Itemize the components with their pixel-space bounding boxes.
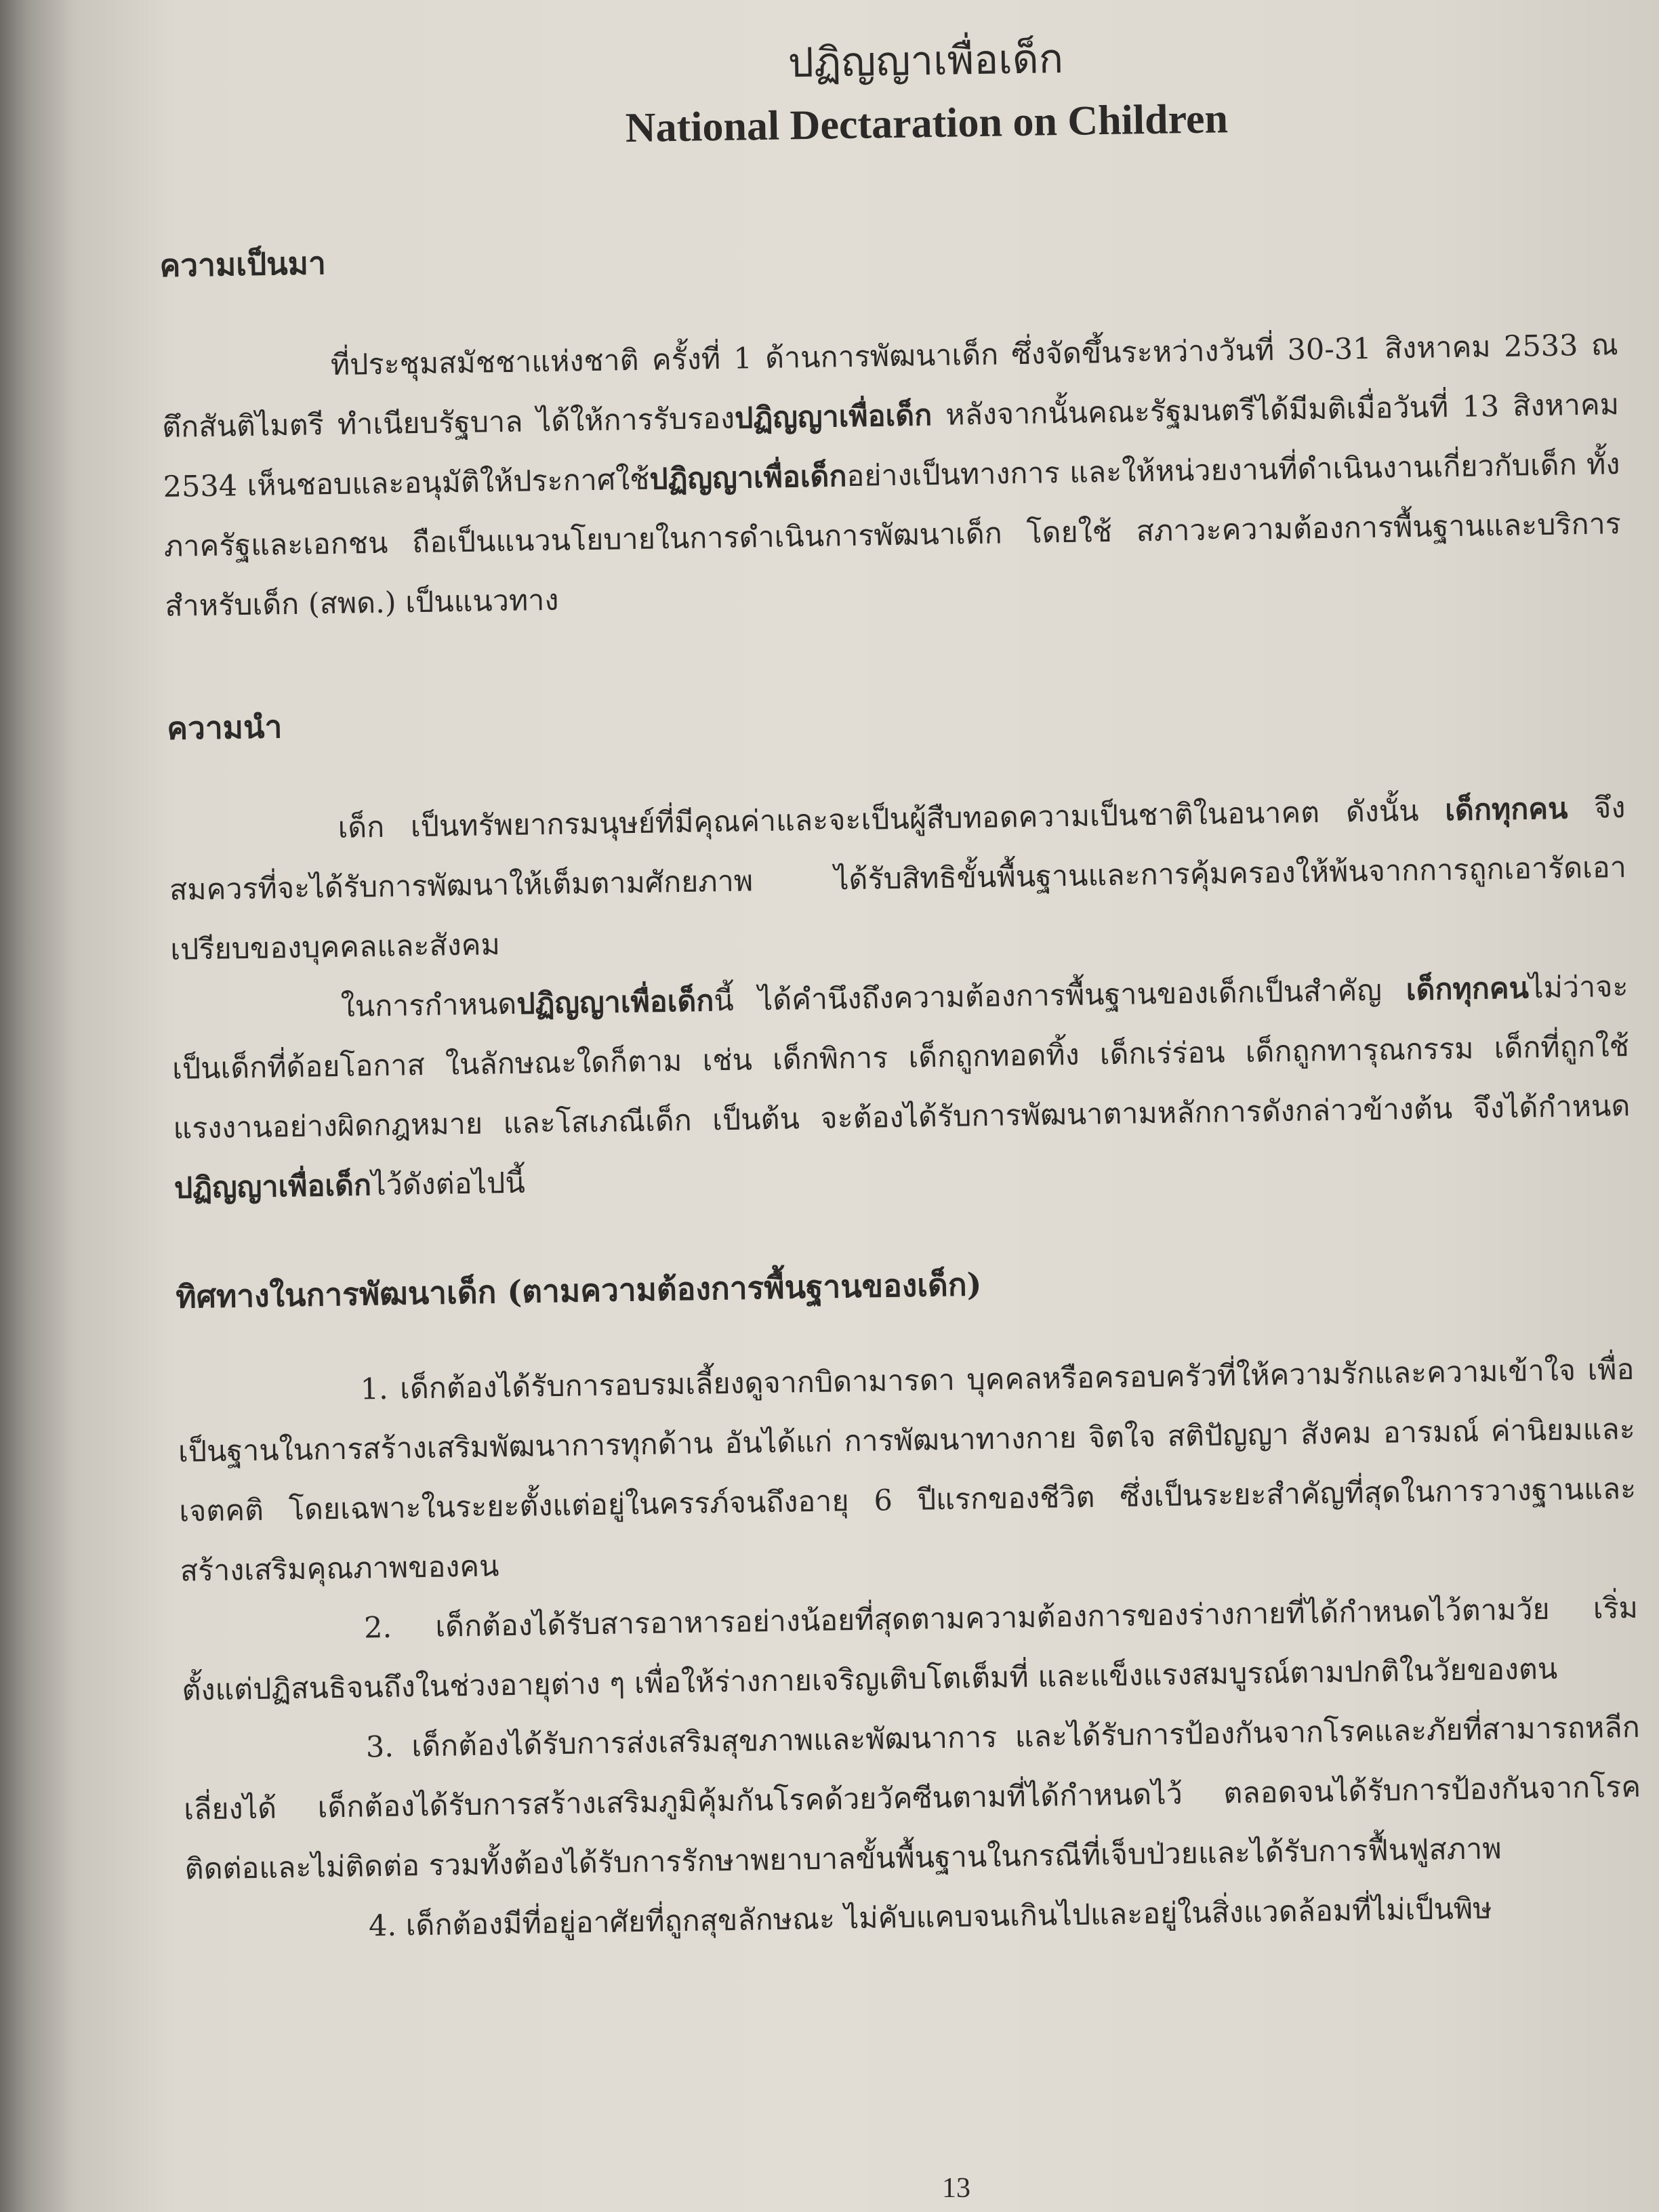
text-run: นี้ ได้คำนึงถึงความต้องการพื้นฐานของเด็กเป็นสำคัญ [713, 973, 1407, 1019]
bold-term: ปฏิญญาเพื่อเด็ก [173, 1168, 372, 1206]
intro-paragraph-1 [168, 778, 1628, 980]
bold-term: ปฏิญญาเพื่อเด็ก [649, 459, 847, 497]
bold-term: เด็กทุกคน [1406, 971, 1530, 1008]
background-paragraph [161, 315, 1622, 636]
bold-term: ปฏิญญาเพื่อเด็ก [516, 984, 714, 1021]
text-run: จึงสมควรที่จะได้รับการพัฒนาให้เต็มตามศักยภาพ ได้รับสิทธิขั้นพื้นฐานและการคุ้มครองให้พ้นจากการถูกเอารัดเอาเปรียบของบุคคลและสังคม [169, 791, 1627, 967]
text-run: ไม่ว่าจะเป็นเด็กที่ด้อยโอกาส ในลักษณะใดก็ตาม เช่น เด็กพิการ เด็กถูกทอดทิ้ง เด็กเร่ร่อน เด็กถูกทารุณกรรม เด็กที่ถูกใช้แรงงานอย่างผิดกฎหมาย และโสเภณีเด็ก เป็นต้น จะต้องได้รับการพัฒนาตามหลักการดังกล่าวข้างต้น จึงได้กำหนด [171, 970, 1631, 1146]
list-item: 1. เด็กต้องได้รับการอบรมเลี้ยงดูจากบิดามารดา บุคคลหรือครอบครัวที่ให้ความรักและความเข้าใจ เพื่อเป็นฐานในการสร้างเสริมพัฒนาการทุกด้าน อันได้แก่ การพัฒนาทางกาย จิตใจ สติปัญญา สังคม อารมณ์ ค่านิยมและเจตคติ โดยเฉพาะในระยะตั้งแต่อยู่ในครรภ์จนถึงอายุ 6 ปีแรกของชีวิต ซึ่งเป็นระยะสำคัญที่สุดในการวางฐานและสร้างเสริมคุณภาพของคน [178, 1352, 1637, 1589]
list-item: 2. เด็กต้องได้รับสารอาหารอย่างน้อยที่สุดตามความต้องการของร่างกายที่ได้กำหนดไว้ตามวัย เริ่มตั้งแต่ปฏิสนธิจนถึงในช่วงอายุต่าง ๆ เพื่อให้ร่างกายเจริญเติบโตเต็มที่ และแข็งแรงสมบูรณ์ตามปกติในวัยของตน [182, 1591, 1639, 1708]
document-title-thai: ปฏิญญาเพื่อเด็ก [787, 35, 1064, 87]
section-heading-intro: ความนำ [166, 708, 283, 747]
section-heading-background: ความเป็นมา [159, 245, 327, 284]
text-run: เด็ก เป็นทรัพยากรมนุษย์ที่มีคุณค่าและจะเป็นผู้สืบทอดความเป็นชาติในอนาคต ดังนั้น [337, 794, 1446, 845]
list-item: 4. เด็กต้องมีที่อยู่อาศัยที่ถูกสุขลักษณะ ไม่คับแคบจนเกินไปและอยู่ในสิ่งแวดล้อมที่ไม่เป็นพิษ [368, 1891, 1492, 1944]
bold-term: ปฏิญญาเพื่อเด็ก [734, 398, 933, 436]
bold-term: เด็กทุกคน [1444, 792, 1568, 828]
text-run: หลังจากนั้นคณะรัฐมนตรีได้มีมติเมื่อวันที่ 13 สิงหาคม 2534 เห็นชอบและอนุมัติให้ประกาศใช้ [163, 388, 1620, 504]
text-run: ในการกำหนด [340, 987, 517, 1024]
text-run: อย่างเป็นทางการ และให้หน่วยงานที่ดำเนินงานเกี่ยวกับเด็ก ทั้งภาครัฐและเอกชน ถือเป็นแนวนโยบายในการดำเนินการพัฒนาเด็ก โดยใช้ สภาวะความต้องการพื้นฐานและบริการสำหรับเด็ก (สพด.) เป็นแนวทาง [163, 447, 1622, 623]
text-run: ไว้ดังต่อไปนี้ [371, 1166, 526, 1203]
document-title-english: National Dectaration on Children [625, 96, 1229, 152]
page-number: 13 [942, 2173, 970, 2204]
text-run: ที่ประชุมสมัชชาแห่งชาติ ครั้งที่ 1 ด้านการพัฒนาเด็ก ซึ่งจัดขึ้นระหว่างวันที่ 30-31 สิงหาคม 2533 ณ ตึกสันติไมตรี ทำเนียบรัฐบาล ได้ให้การรับรอง [161, 328, 1619, 445]
list-item: 3. เด็กต้องได้รับการส่งเสริมสุขภาพและพัฒนาการ และได้รับการป้องกันจากโรคและภัยที่สามารถหลีกเลี่ยงได้ เด็กต้องได้รับการสร้างเสริมภูมิคุ้มกันโรคด้วยวัคซีนตามที่ได้กำหนดไว้ ตลอดจนได้รับการป้องกันจากโรคติดต่อและไม่ติดต่อ รวมทั้งต้องได้รับการรักษาพยาบาลขั้นพื้นฐานในกรณีที่เจ็บป่วยและได้รับการฟื้นฟูสภาพ [183, 1710, 1641, 1887]
intro-paragraph-2 [171, 957, 1631, 1218]
page-content [156, 4, 1643, 1959]
section-heading-directions: ทิศทางในการพัฒนาเด็ก (ตามความต้องการพื้นฐานของเด็ก) [176, 1266, 982, 1315]
